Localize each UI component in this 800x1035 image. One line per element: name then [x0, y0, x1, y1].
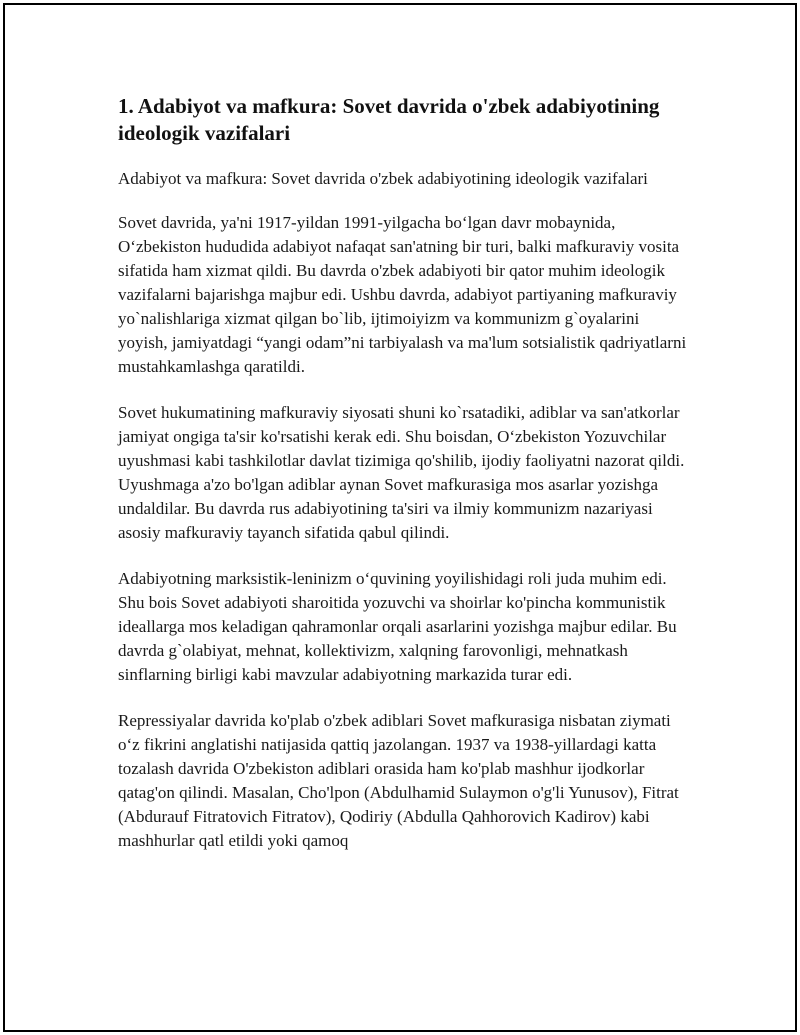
- paragraph-1: Sovet davrida, ya'ni 1917-yildan 1991-yilgacha bo‘lgan davr mobaynida, O‘zbekiston hududida adabiyot nafaqat san'atning bir turi, balki mafkuraviy vosita sifatida ham xizmat qildi. Bu davrda o'zbek adabiyoti bir qator muhim ideologik vazifalarni bajarishga majbur edi. Ushbu davrda, adabiyot partiyaning mafkuraviy yo`nalishlariga xizmat qilgan bo`lib, ijtimoiyizm va kommunizm g`oyalarini yoyish, jamiyatdagi “yangi odam”ni tarbiyalash va ma'lum sotsialistik qadriyatlarni mustahkamlashga qaratildi.: [118, 213, 687, 376]
- document-title: 1. Adabiyot va mafkura: Sovet davrida o'zbek adabiyotining ideologik vazifalari: [118, 94, 660, 145]
- document-subtitle: Adabiyot va mafkura: Sovet davrida o'zbek adabiyotining ideologik vazifalari: [118, 169, 648, 188]
- paragraph-4: Repressiyalar davrida ko'plab o'zbek adiblari Sovet mafkurasiga nisbatan ziymati o‘z fikrini anglatishi natijasida qattiq jazolangan. 1937 va 1938-yillardagi katta tozalash davrida O'zbekiston adiblari orasida ham ko'plab mashhur ijodkorlar qatag'on qilindi. Masalan, Cho'lpon (Abdulhamid Sulaymon o'g'li Yunusov), Fitrat (Abdurauf Fitratovich Fitratov), Qodiriy (Abdulla Qahhorovich Kadirov) kabi mashhurlar qatl etildi yoki qamoq: [118, 711, 679, 850]
- paragraph-3: Adabiyotning marksistik-leninizm o‘quvining yoyilishidagi roli juda muhim edi. Shu bois Sovet adabiyoti sharoitida yozuvchi va shoirlar ko'pincha kommunistik ideallarga mos keladigan qahramonlar orqali asarlarini yozishga majbur edilar. Bu davrda g`olabiyat, mehnat, kollektivizm, xalqning farovonligi, mehnatkash sinflarning birligi kabi mavzular adabiyotning markazida turar edi.: [118, 569, 677, 684]
- paragraph-2: Sovet hukumatining mafkuraviy siyosati shuni ko`rsatadiki, adiblar va san'atkorlar jamiyat ongiga ta'sir ko'rsatishi kerak edi. Shu boisdan, O‘zbekiston Yozuvchilar uyushmasi kabi tashkilotlar davlat tizimiga qo'shilib, ijodiy faoliyatni nazorat qildi. Uyushmaga a'zo bo'lgan adiblar aynan Sovet mafkurasiga mos asarlar yozishga undaldilar. Bu davrda rus adabiyotining ta'siri va ilmiy kommunizm nazariyasi asosiy mafkuraviy tayanch sifatida qabul qilindi.: [118, 403, 685, 542]
- document-body: [118, 93, 688, 853]
